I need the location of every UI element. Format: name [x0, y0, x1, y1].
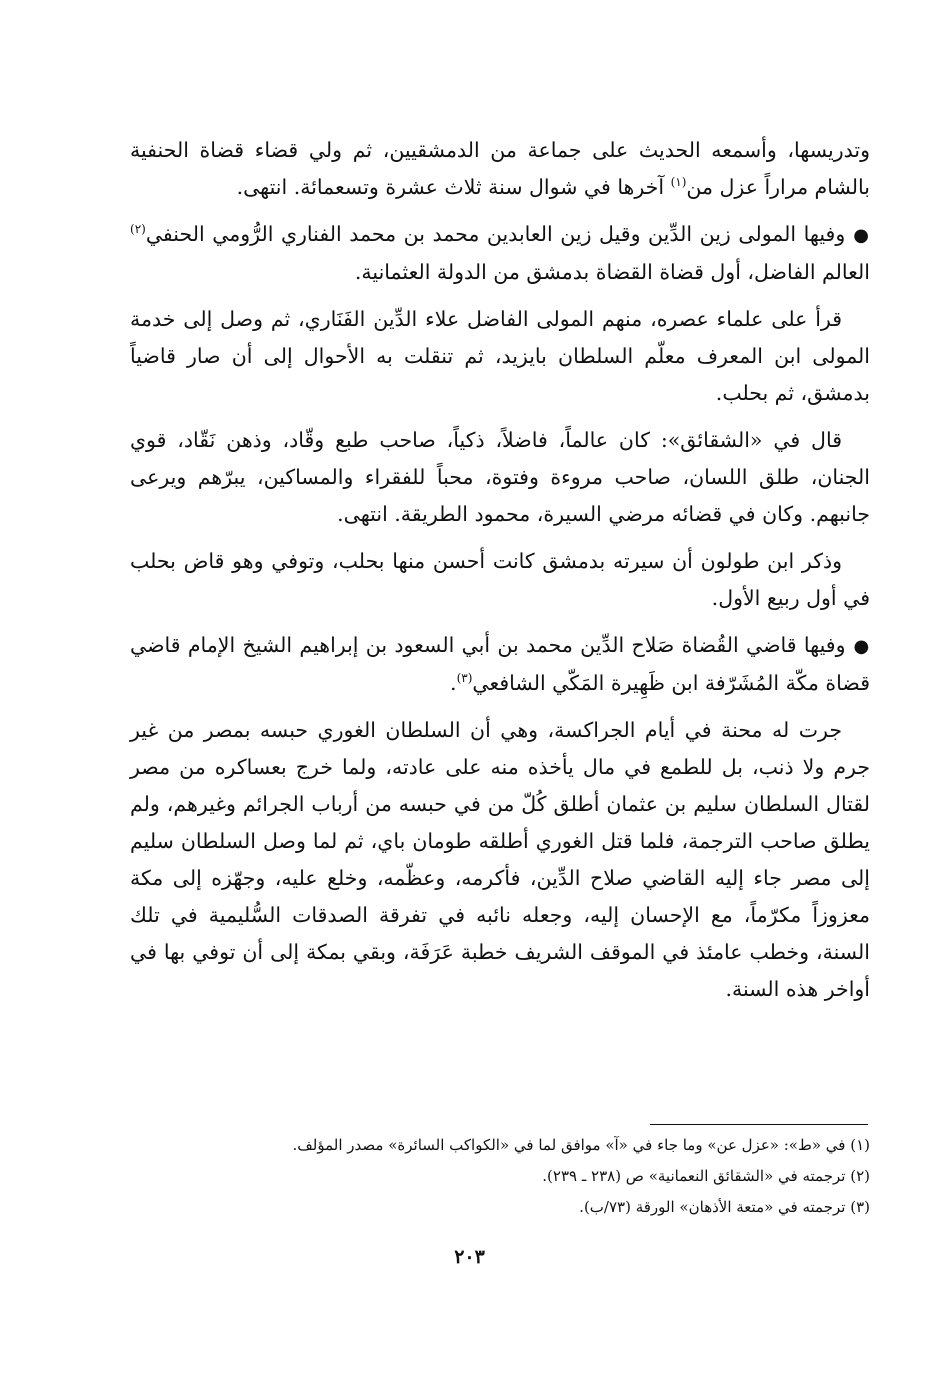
footnote: (١) في «ط»: «عزل عن» وما جاء في «آ» موافق لما في «الكواكب السائرة» مصدر المؤلف.	[292, 1136, 870, 1154]
paragraph-text: جرت له محنة في أيام الجراكسة، وهي أن السلطان الغوري حبسه بمصر من غير جرم ولا ذنب، بل للطمع في مال يأخذه منه على عادته، ولما خرج بعساكره من مصر لقتال السلطان سليم بن عثمان أطلق كُلّ من في حبسه من أرباب الجرائم وغيرهم، ولم يطلق صاحب الترجمة، فلما قتل الغوري أطلقه طومان باي، ثم لما وصل السلطان سليم إلى مصر جاء إليه القاضي صلاح الدِّين، فأكرمه، وعظّمه، وخلع عليه، وجهّزه إلى مكة معزوزاً مكرّماً، مع الإحسان إليه، وجعله نائبه في تفرقة الصدقات السُّليمية في تلك السنة، وخطب عامئذ في الموقف الشريف خطبة عَرَفَة، وبقي بمكة إلى أن توفي بها في أواخر هذه السنة.	[130, 718, 870, 1001]
paragraph-text: وذكر ابن طولون أن سيرته بدمشق كانت أحسن منها بحلب، وتوفي وهو قاض بحلب في أول ربيع الأول.	[130, 549, 870, 610]
footnote-marker: (٣)	[456, 671, 473, 686]
footnote-divider	[650, 1124, 868, 1125]
footnote-marker: (٢)	[130, 222, 146, 237]
footnotes	[130, 1130, 870, 1223]
paragraph	[130, 712, 870, 1008]
footnote: (٣) ترجمته في «متعة الأذهان» الورقة (٧٣/ب).	[579, 1198, 870, 1216]
paragraph-text: .	[450, 671, 457, 695]
bullet-icon: ●	[853, 225, 870, 246]
paragraph-text: آخرها في شوال سنة ثلاث عشرة وتسعمائة. انتهى.	[236, 175, 671, 199]
paragraph-text: وفيها المولى زين الدِّين وقيل زين العابدين محمد بن محمد الفناري الرُّومي الحنفي	[145, 222, 846, 246]
footnote-marker: (١)	[670, 175, 687, 190]
paragraph-text: قال في «الشقائق»: كان عالماً، فاضلاً، ذكياً، صاحب طبع وقّاد، وذهن نَقّاد، قوي الجنان، طلق اللسان، صاحب مروءة وفتوة، محباً للفقراء والمساكين، يبرّهم ويرعى جانبهم. وكان في قضائه مرضي السيرة، محمود الطريقة. انتهى.	[130, 428, 870, 526]
paragraph-text: وتدريسها، وأسمعه الحديث على جماعة من الدمشقيين، ثم ولي قضاء قضاة الحنفية بالشام مراراً عزل من	[130, 138, 870, 199]
paragraph	[130, 301, 870, 412]
main-text	[130, 132, 870, 1018]
paragraph	[130, 422, 870, 533]
page-number: ٢٠٣	[454, 1246, 485, 1268]
bullet-icon: ●	[853, 636, 870, 657]
paragraph-text: وفيها قاضي القُضاة صَلاح الدِّين محمد بن أبي السعود بن إبراهيم الشيخ الإمام قاضي قضاة مكّة المُشَرّفة ابن ظَهِيرة المَكّي الشافعي	[130, 633, 870, 695]
paragraph	[130, 543, 870, 617]
paragraph-text: العالم الفاضل، أول قضاة القضاة بدمشق من الدولة العثمانية.	[354, 260, 870, 284]
paragraph	[130, 216, 870, 291]
paragraph-text: قرأ على علماء عصره، منهم المولى الفاضل علاء الدِّين الفَنَاري، ثم وصل إلى خدمة المولى ابن المعرف معلّم السلطان بايزيد، ثم تنقلت به الأحوال إلى أن صار قاضياً بدمشق، ثم بحلب.	[130, 307, 870, 405]
paragraph	[130, 132, 870, 206]
footnote: (٢) ترجمته في «الشقائق النعمانية» ص (٢٣٨ ـ ٢٣٩).	[542, 1167, 870, 1185]
paragraph	[130, 627, 870, 702]
